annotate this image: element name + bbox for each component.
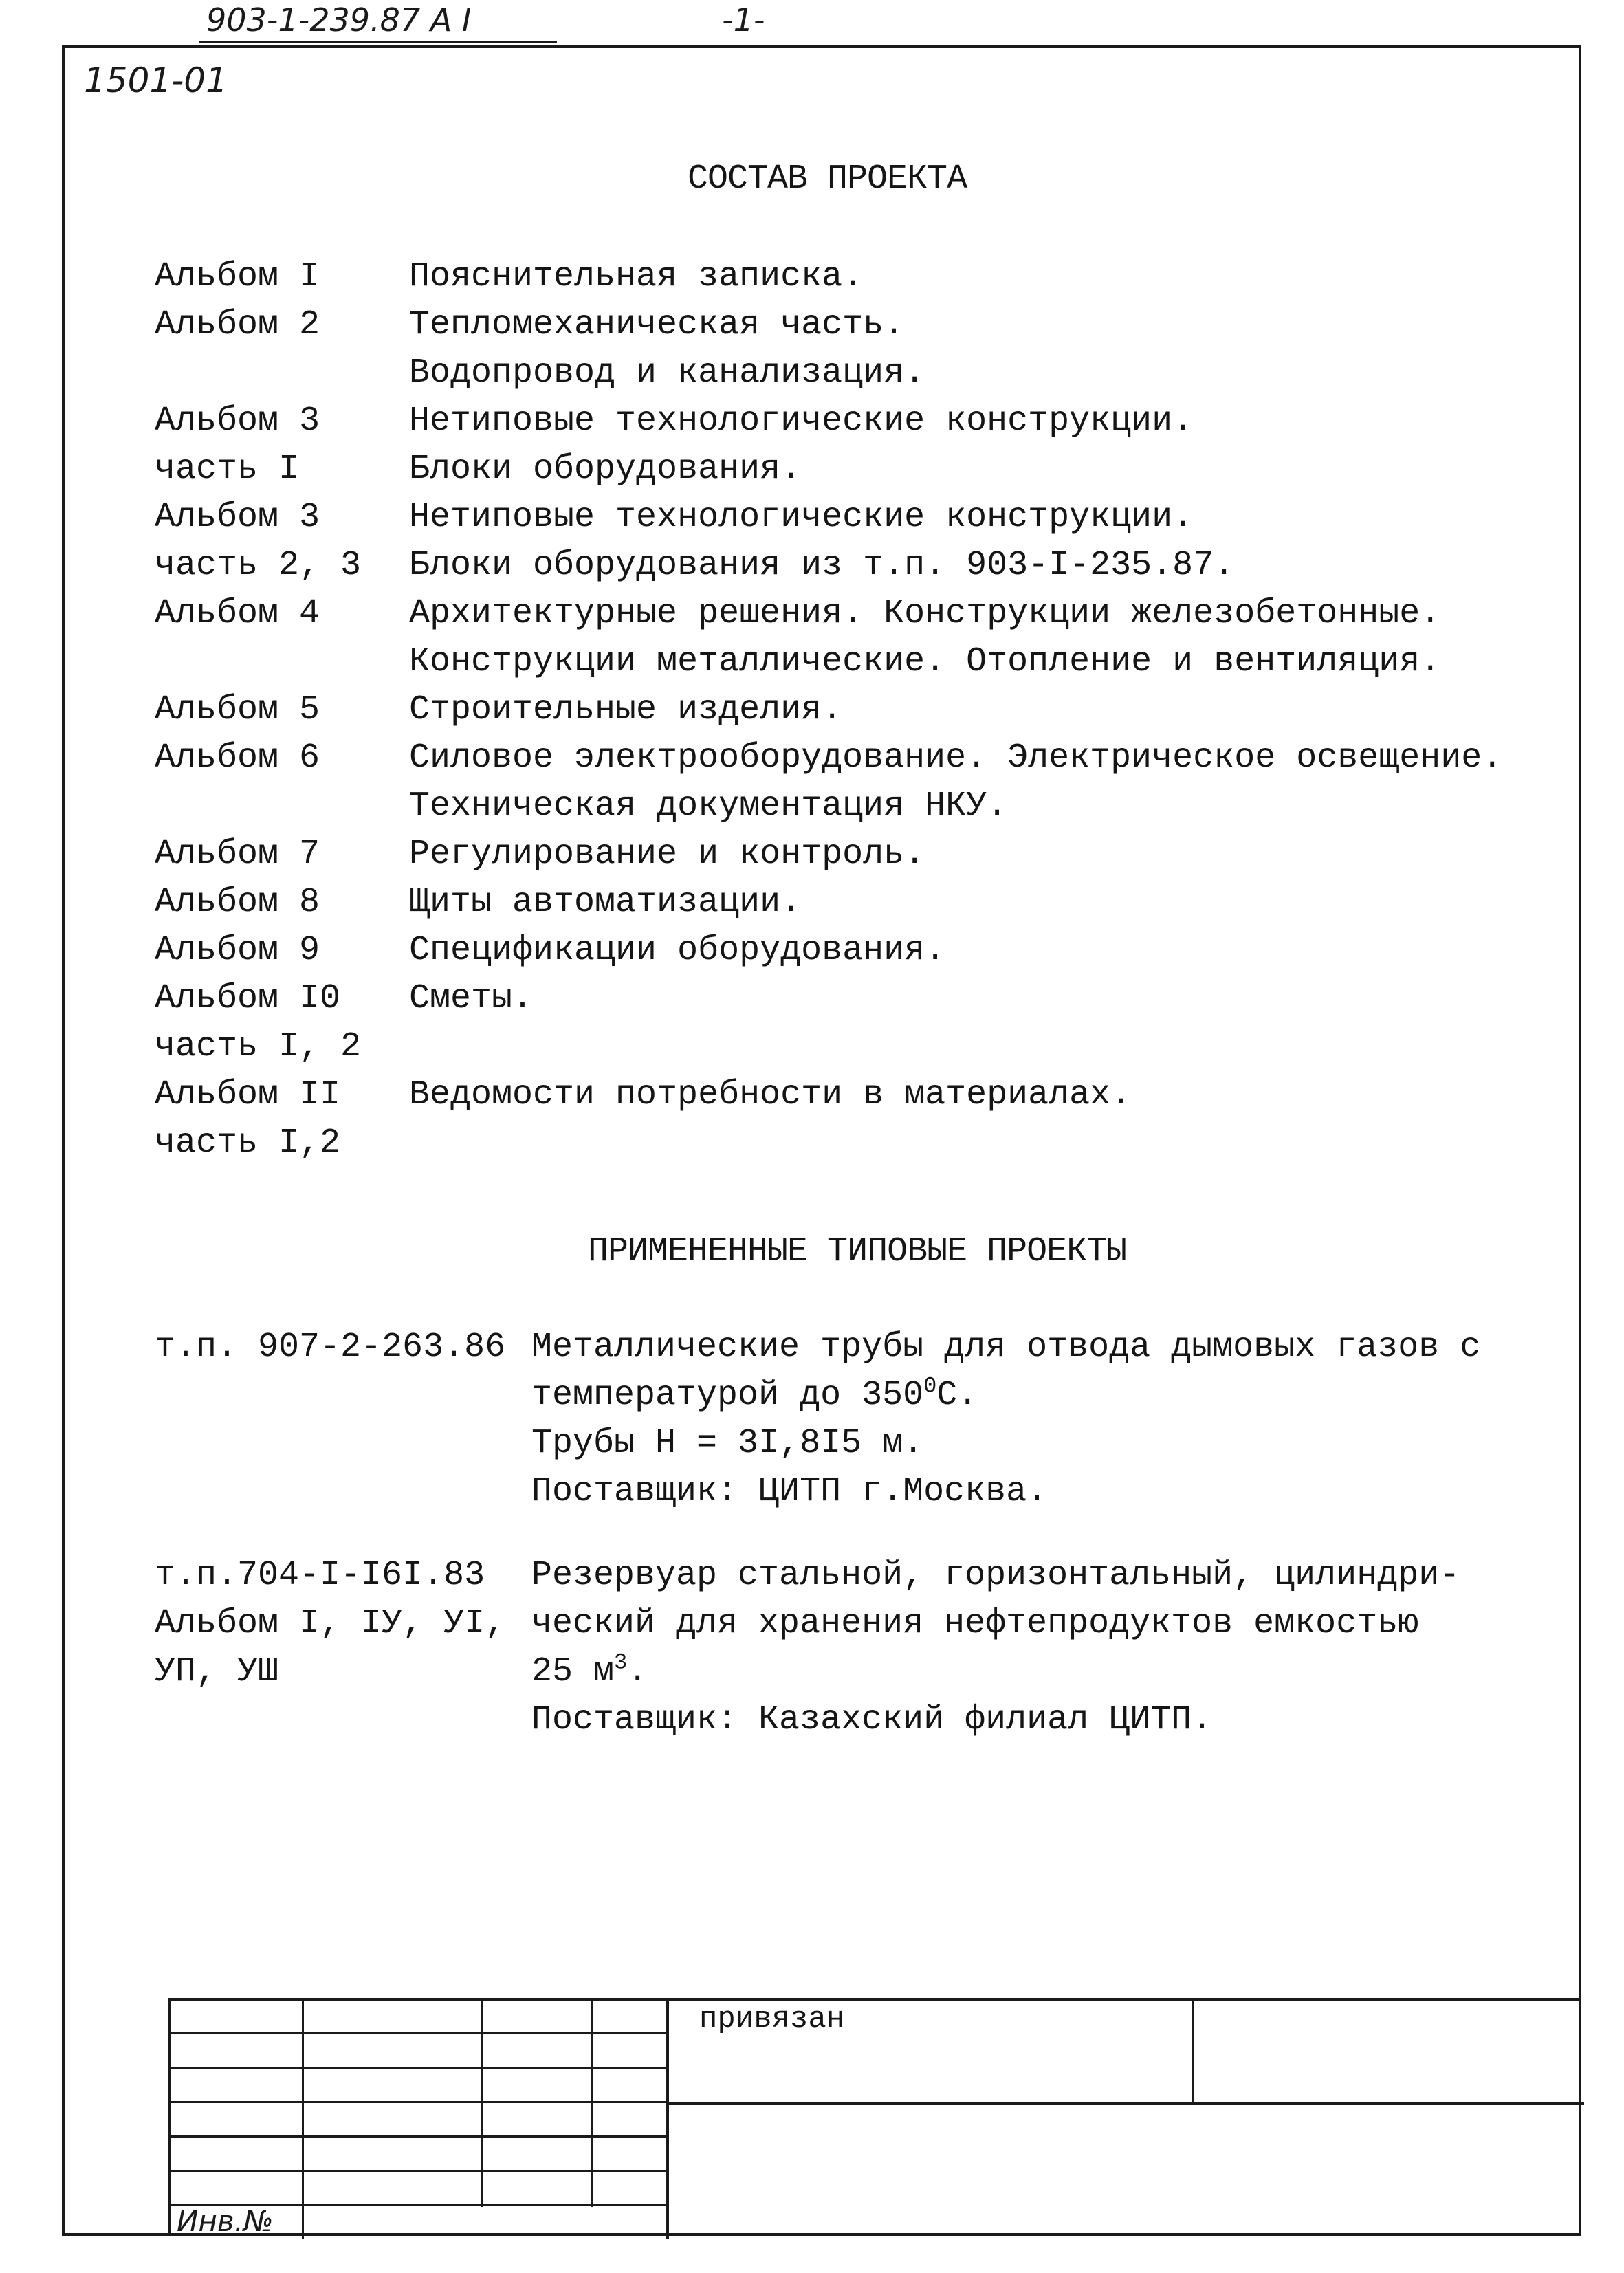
list-item: Альбом 2 Тепломеханическая часть. <box>155 305 905 344</box>
project-supplier: Поставщик: Казахский филиал ЦИТП. <box>531 1700 1213 1739</box>
grid-line <box>666 2001 669 2239</box>
grid-line <box>171 2067 668 2069</box>
list-item: часть I Блоки оборудования. <box>155 450 802 489</box>
list-item: Альбом 6 Силовое электрооборудование. Электрическое освещение. <box>155 738 1503 778</box>
grid-line <box>302 2001 304 2239</box>
grid-line <box>171 2101 668 2103</box>
inventory-number-label: Инв.№ <box>177 2204 274 2238</box>
grid-line <box>668 2102 1584 2105</box>
project-ref: т.п.704-I-I6I.83 <box>155 1556 485 1595</box>
list-item: Альбом 4 Архитектурные решения. Конструкции железобетонные. <box>155 594 1441 633</box>
list-item: Альбом II Ведомости потребности в материалах. <box>155 1075 1132 1114</box>
sheet-code: 1501-01 <box>84 61 228 100</box>
grid-line <box>171 2032 668 2034</box>
list-item: Альбом 9 Спецификации оборудования. <box>155 931 946 970</box>
list-item: Альбом 3 Нетиповые технологические конструкции. <box>155 402 1194 441</box>
project-desc-line: Металлические трубы для отвода дымовых газов с <box>531 1328 1481 1367</box>
project-desc-line: Трубы Н = 3I,8I5 м. <box>531 1424 924 1463</box>
list-item: часть I,2 <box>155 1123 341 1163</box>
grid-line <box>171 2135 668 2138</box>
page-number: -1- <box>722 1 765 39</box>
list-item: Альбом I Пояснительная записка. <box>155 257 864 296</box>
grid-line <box>1192 2001 1194 2104</box>
document-code: 903-1-239.87 А I <box>206 1 472 39</box>
list-item: Альбом I0 Сметы. <box>155 979 534 1018</box>
project-desc-line: 25 $м^3$. <box>531 1649 648 1691</box>
grid-line <box>591 2001 593 2207</box>
applied-project-1 <box>0 1324 1624 1523</box>
project-albums: Альбом I, IУ, УI, <box>155 1604 506 1643</box>
list-item: часть I, 2 <box>155 1027 362 1066</box>
project-desc-line: ческий для хранения нефтепродуктов емкостью <box>531 1604 1419 1643</box>
applied-projects-title: ПРИМЕНЕННЫЕ ТИПОВЫЕ ПРОЕКТЫ <box>588 1232 1127 1271</box>
composition-title: СОСТАВ ПРОЕКТА <box>688 160 967 199</box>
project-supplier: Поставщик: ЦИТП г.Москва. <box>531 1472 1048 1511</box>
list-item: Альбом 8 Щиты автоматизации. <box>155 883 802 922</box>
list-item: Техническая документация НКУ. <box>409 787 1008 826</box>
title-block <box>168 1998 1581 2236</box>
list-item: Альбом 5 Строительные изделия. <box>155 690 843 729</box>
tied-label: привязан <box>699 2002 845 2036</box>
project-ref: т.п. 907-2-263.86 <box>155 1328 506 1367</box>
list-item: Альбом 3 Нетиповые технологические конструкции. <box>155 498 1194 537</box>
applied-project-2 <box>0 1552 1624 1751</box>
list-item: Альбом 7 Регулирование и контроль. <box>155 835 925 874</box>
grid-line <box>481 2001 483 2207</box>
list-item: Водопровод и канализация. <box>409 353 925 393</box>
doc-code-underline <box>199 41 557 43</box>
list-item: часть 2, 3 Блоки оборудования из т.п. 903-I-235.87. <box>155 546 1235 585</box>
composition-list <box>0 253 1624 1167</box>
project-desc-line: Резервуар стальной, горизонтальный, цилиндри- <box>531 1556 1460 1595</box>
project-desc-line: температурой до $350^0С$. <box>531 1373 978 1415</box>
grid-line <box>171 2170 668 2172</box>
project-albums-cont: УП, УШ <box>155 1652 279 1691</box>
list-item: Конструкции металлические. Отопление и вентиляция. <box>409 642 1441 681</box>
